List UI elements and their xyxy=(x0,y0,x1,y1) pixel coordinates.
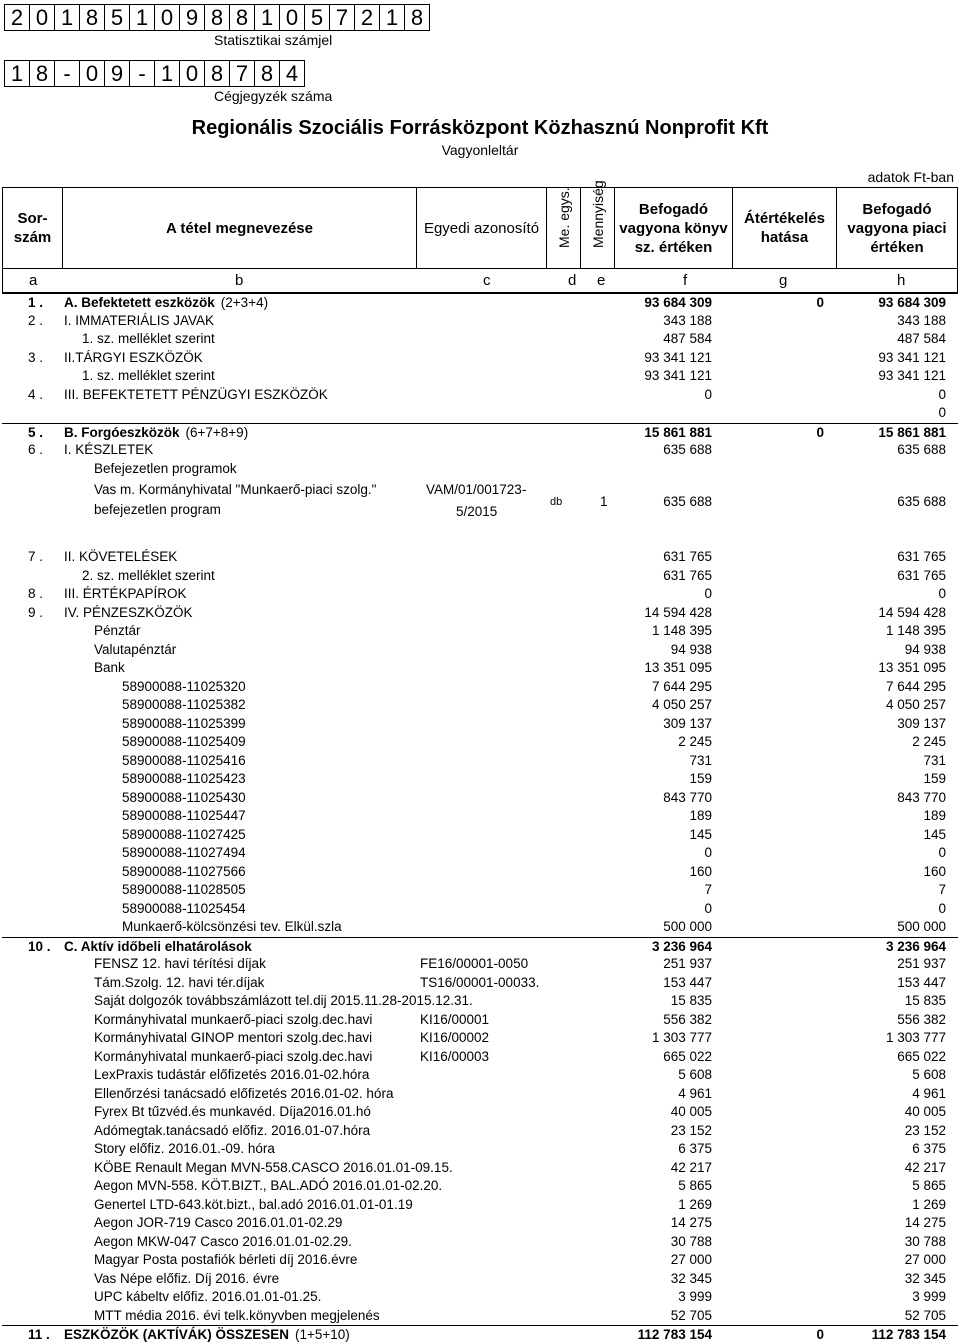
item-name: Story előfiz. 2016.01.-09. hóra xyxy=(94,1141,275,1156)
item-name: 58900088-11027425 xyxy=(122,826,246,842)
table-row xyxy=(2,1325,958,1344)
item-name: Kormányhivatal munkaerő-piaci szolg.dec.havi xyxy=(94,1011,373,1027)
item-name: A. Befektetett eszközök xyxy=(64,295,215,310)
item-name: 58900088-11025430 xyxy=(122,789,246,805)
table-row xyxy=(2,293,958,312)
book-value: 0 xyxy=(704,845,712,860)
header-quantity: Mennyiség xyxy=(581,188,615,268)
letter-h: h xyxy=(897,272,906,289)
item-formula: (2+3+4) xyxy=(220,295,269,310)
market-value: 843 770 xyxy=(897,789,946,805)
table-row xyxy=(2,330,958,349)
table-row xyxy=(2,585,958,604)
item-code-line2: 5/2015 xyxy=(456,504,498,519)
book-value: 145 xyxy=(689,826,712,842)
table-row xyxy=(2,604,958,623)
table-row xyxy=(2,1196,958,1215)
book-value: 487 584 xyxy=(663,331,712,346)
book-value: 309 137 xyxy=(663,715,712,731)
item-name-wrap xyxy=(64,295,268,310)
table-row xyxy=(2,1233,958,1252)
book-value: 500 000 xyxy=(663,919,712,934)
item-name: Aegon MVN-558. KÖT.BIZT., BAL.ADÓ 2016.01.01-02.20. xyxy=(94,1178,443,1193)
book-value: 112 783 154 xyxy=(637,1327,712,1342)
item-name: 58900088-11025447 xyxy=(122,808,246,823)
digit-box: 7 xyxy=(329,4,355,31)
item-name: 58900088-11025320 xyxy=(122,678,246,694)
letter-c: c xyxy=(483,272,491,289)
market-value: 13 351 095 xyxy=(878,660,946,675)
market-value: 0 xyxy=(938,386,946,402)
book-value: 7 xyxy=(704,882,712,897)
book-value: 189 xyxy=(689,808,712,823)
table-row xyxy=(2,1307,958,1326)
digit-box: 9 xyxy=(179,4,205,31)
book-value: 13 351 095 xyxy=(644,660,712,675)
item-name: Bank xyxy=(94,660,125,675)
item-name: Aegon MKW-047 Casco 2016.01.01-02.29. xyxy=(94,1233,352,1249)
market-value: 0 xyxy=(938,586,946,601)
table-row xyxy=(2,404,958,423)
item-name-line2: befejezetlen program xyxy=(94,502,221,517)
book-value: 160 xyxy=(689,863,712,879)
book-value: 4 961 xyxy=(678,1085,712,1101)
market-value: 500 000 xyxy=(897,919,946,934)
item-name: 58900088-11027566 xyxy=(122,863,246,879)
digit-box: 5 xyxy=(104,4,130,31)
table-row xyxy=(2,423,958,442)
table-row xyxy=(2,733,958,752)
digit-box: 8 xyxy=(254,60,280,87)
table-row xyxy=(2,937,958,956)
digit-box: 0 xyxy=(279,4,305,31)
letter-e: e xyxy=(597,272,606,289)
digit-box: 1 xyxy=(54,4,80,31)
header-item-name: A tétel megnevezése xyxy=(63,188,417,268)
item-name: 1. sz. melléklet szerint xyxy=(82,331,215,346)
book-value: 0 xyxy=(704,586,712,601)
revaluation-value: 0 xyxy=(816,424,824,440)
market-value: 5 608 xyxy=(912,1067,946,1082)
market-value: 631 765 xyxy=(897,549,946,564)
row-number: 3 . xyxy=(28,349,44,365)
item-name: Genertel LTD-643.köt.bizt., bal.adó 2016.01.01-01.19 xyxy=(94,1196,413,1212)
item-name: I. KÉSZLETEK xyxy=(64,442,154,457)
unit-note: adatok Ft-ban xyxy=(867,169,954,185)
item-name: UPC kábeltv előfiz. 2016.01.01-01.25. xyxy=(94,1289,322,1304)
item-name: 58900088-11025399 xyxy=(122,715,246,731)
table-row xyxy=(2,1288,958,1307)
item-code: KI16/00003 xyxy=(420,1048,490,1064)
table-row xyxy=(2,460,958,479)
table-row xyxy=(2,1270,958,1289)
market-value: 15 835 xyxy=(904,993,946,1008)
table-row xyxy=(2,567,958,586)
table-row xyxy=(2,548,958,567)
book-value: 3 236 964 xyxy=(651,938,712,954)
table-row xyxy=(2,1085,958,1104)
digit-box: 8 xyxy=(29,60,55,87)
market-value: 4 050 257 xyxy=(885,697,946,712)
book-value: 153 447 xyxy=(663,974,712,990)
registration-number-label: Cégjegyzék száma xyxy=(214,88,333,104)
table-row xyxy=(2,1011,958,1030)
market-value: 1 148 395 xyxy=(885,623,946,638)
table-row xyxy=(2,1048,958,1067)
book-value: 5 865 xyxy=(678,1178,712,1193)
item-name: Befejezetlen programok xyxy=(94,460,237,476)
digit-box: 7 xyxy=(229,60,255,87)
table-row xyxy=(2,955,958,974)
item-name: Vas m. Kormányhivatal "Munkaerő-piaci szolg." xyxy=(94,482,377,497)
row-number: 8 . xyxy=(28,586,44,601)
digit-box: 1 xyxy=(154,60,180,87)
row-number: 5 . xyxy=(28,424,44,440)
table-row xyxy=(2,807,958,826)
market-value: 0 xyxy=(938,405,946,420)
market-value: 3 999 xyxy=(912,1289,946,1304)
item-name: Ellenőrzési tanácsadó előfizetés 2016.01-02. hóra xyxy=(94,1085,394,1101)
item-name: Pénztár xyxy=(94,623,141,638)
table-row xyxy=(2,863,958,882)
item-name: 58900088-11025416 xyxy=(122,752,246,768)
market-value: 4 961 xyxy=(912,1085,946,1101)
book-value: 93 341 121 xyxy=(644,368,712,383)
table-row xyxy=(2,1103,958,1122)
table-row xyxy=(2,974,958,993)
market-value: 665 022 xyxy=(897,1048,946,1064)
row-number: 10 . xyxy=(28,938,51,954)
item-name: Vas Népe előfiz. Díj 2016. évre xyxy=(94,1270,280,1286)
book-value: 631 765 xyxy=(663,567,712,583)
book-value: 731 xyxy=(689,752,712,768)
item-name: 58900088-11025382 xyxy=(122,697,246,712)
item-name: 58900088-11025454 xyxy=(122,900,246,916)
book-value: 3 999 xyxy=(678,1289,712,1304)
digit-box: 0 xyxy=(179,60,205,87)
item-name: I. IMMATERIÁLIS JAVAK xyxy=(64,312,215,328)
item-name: IV. PÉNZESZKÖZÖK xyxy=(64,604,193,620)
table-row xyxy=(2,918,958,937)
item-code: KI16/00002 xyxy=(420,1030,490,1045)
digit-box: - xyxy=(54,60,80,87)
letter-a: a xyxy=(29,272,38,289)
market-value: 112 783 154 xyxy=(871,1327,946,1342)
statistical-number-boxes xyxy=(4,4,430,31)
table-row xyxy=(2,1251,958,1270)
market-value: 635 688 xyxy=(897,442,946,457)
table-row xyxy=(2,349,958,368)
item-code: VAM/01/001723- xyxy=(426,482,527,497)
book-value: 635 688 xyxy=(663,442,712,457)
item-name: 58900088-11028505 xyxy=(122,882,246,897)
row-number: 4 . xyxy=(28,386,44,402)
digit-box: 5 xyxy=(304,4,330,31)
market-value: 23 152 xyxy=(904,1122,946,1138)
header-unit: Me. egys. xyxy=(547,188,581,268)
table-row xyxy=(2,900,958,919)
item-name: 1. sz. melléklet szerint xyxy=(82,368,215,383)
row-number: 9 . xyxy=(28,604,44,620)
market-value: 343 188 xyxy=(897,312,946,328)
table-row xyxy=(2,881,958,900)
statistical-number-label: Statisztikai számjel xyxy=(214,32,333,48)
book-value: 2 245 xyxy=(678,734,712,749)
item-name: LexPraxis tudástár előfizetés 2016.01-02.hóra xyxy=(94,1067,370,1082)
item-name: Tám.Szolg. 12. havi tér.díjak xyxy=(94,974,265,990)
item-name: Fyrex Bt tűzvéd.és munkavéd. Díja2016.01.hó xyxy=(94,1104,371,1119)
market-value: 15 861 881 xyxy=(878,424,946,440)
item-name-wrap xyxy=(64,425,248,440)
digit-box: 9 xyxy=(104,60,130,87)
table-row xyxy=(2,826,958,845)
book-value: 15 835 xyxy=(670,993,712,1008)
book-value: 343 188 xyxy=(663,312,712,328)
item-formula: (6+7+8+9) xyxy=(185,424,249,440)
market-value: 0 xyxy=(938,900,946,916)
market-value: 1 269 xyxy=(912,1196,946,1212)
item-name: Saját dolgozók továbbszámlázott tel.dij 2015.11.28-2015.12.31. xyxy=(94,993,473,1008)
book-value: 40 005 xyxy=(670,1104,712,1119)
book-value: 0 xyxy=(704,386,712,402)
row-number: 6 . xyxy=(28,442,44,457)
book-value: 665 022 xyxy=(663,1048,712,1064)
letter-d: d xyxy=(568,272,577,289)
document-subtitle: Vagyonleltár xyxy=(441,142,519,158)
header-book-value: Befogadó vagyona könyv sz. értéken xyxy=(615,188,733,268)
item-name: Aegon JOR-719 Casco 2016.01.01-02.29 xyxy=(94,1215,343,1230)
book-value: 14 594 428 xyxy=(644,604,712,620)
market-value: 93 341 121 xyxy=(878,349,946,365)
organization-name: Regionális Szociális Forrásközpont Közhasznú Nonprofit Kft xyxy=(191,117,769,139)
table-row xyxy=(2,1122,958,1141)
book-value: 52 705 xyxy=(670,1307,712,1323)
market-value: 2 245 xyxy=(912,734,946,749)
book-value: 23 152 xyxy=(670,1122,712,1138)
market-value: 42 217 xyxy=(904,1159,946,1175)
table-row xyxy=(2,992,958,1011)
book-value: 556 382 xyxy=(663,1011,712,1027)
digit-box: - xyxy=(129,60,155,87)
table-row xyxy=(2,622,958,641)
market-value: 159 xyxy=(923,771,946,786)
column-letters xyxy=(2,269,958,293)
market-value: 0 xyxy=(938,845,946,860)
digit-box: 1 xyxy=(129,4,155,31)
item-name: MTT média 2016. évi telk.könyvben megjelenés xyxy=(94,1307,380,1323)
table-row xyxy=(2,441,958,460)
item-name: 58900088-11025423 xyxy=(122,771,246,786)
digit-box: 8 xyxy=(79,4,105,31)
table-row xyxy=(2,312,958,331)
market-value: 1 303 777 xyxy=(885,1030,946,1045)
table-row xyxy=(2,844,958,863)
digit-box: 0 xyxy=(79,60,105,87)
digit-box: 4 xyxy=(279,60,305,87)
table-row xyxy=(2,696,958,715)
table-row xyxy=(2,641,958,660)
book-value: 93 684 309 xyxy=(644,295,712,310)
book-value: 1 148 395 xyxy=(651,623,712,638)
item-name: Magyar Posta postafiók bérleti díj 2016.évre xyxy=(94,1252,358,1267)
item-name: Munkaerő-kölcsönzési tev. Elkül.szla xyxy=(122,919,342,934)
market-value: 145 xyxy=(923,826,946,842)
market-value: 94 938 xyxy=(904,641,946,657)
row-number: 11 . xyxy=(28,1327,50,1342)
book-value: 15 861 881 xyxy=(644,424,712,440)
market-value: 40 005 xyxy=(904,1104,946,1119)
book-value: 1 303 777 xyxy=(651,1030,712,1045)
item-name: II. KÖVETELÉSEK xyxy=(64,549,178,564)
book-value: 94 938 xyxy=(670,641,712,657)
item-name: Kormányhivatal munkaerő-piaci szolg.dec.havi xyxy=(94,1048,373,1064)
item-code: KI16/00001 xyxy=(420,1011,490,1027)
market-value: 5 865 xyxy=(912,1178,946,1193)
market-value: 14 275 xyxy=(904,1215,946,1230)
item-name: ESZKÖZÖK (AKTÍVÁK) ÖSSZESEN xyxy=(64,1327,290,1342)
registration-number-boxes xyxy=(4,60,305,87)
market-value: 153 447 xyxy=(897,974,946,990)
header-unique-id: Egyedi azonosító xyxy=(417,188,547,268)
book-value: 5 608 xyxy=(678,1067,712,1082)
item-name: III. BEFEKTETETT PÉNZÜGYI ESZKÖZÖK xyxy=(64,386,328,402)
digit-box: 8 xyxy=(204,4,230,31)
header-revaluation: Átértékelés hatása xyxy=(733,188,837,268)
letter-b: b xyxy=(235,272,244,289)
market-value: 14 594 428 xyxy=(878,604,946,620)
item-name: Adómegtak.tanácsadó előfiz. 2016.01-07.hóra xyxy=(94,1122,371,1138)
market-value: 7 644 295 xyxy=(885,678,946,694)
table-row xyxy=(2,659,958,678)
item-unit: db xyxy=(550,496,563,508)
item-quantity: 1 xyxy=(600,494,608,509)
row-number: 1 . xyxy=(28,295,44,310)
book-value: 6 375 xyxy=(678,1141,712,1156)
book-value: 4 050 257 xyxy=(651,697,712,712)
market-value: 93 684 309 xyxy=(878,295,946,310)
digit-box: 8 xyxy=(229,4,255,31)
digit-box: 1 xyxy=(379,4,405,31)
digit-box: 1 xyxy=(254,4,280,31)
table-header xyxy=(2,180,958,269)
book-value: 93 341 121 xyxy=(644,349,712,365)
item-formula: (1+5+10) xyxy=(295,1327,350,1342)
table-row xyxy=(2,770,958,789)
book-value: 159 xyxy=(689,771,712,786)
book-value: 7 644 295 xyxy=(651,678,712,694)
book-value: 42 217 xyxy=(670,1159,712,1175)
header-sorszam: Sor- szám xyxy=(3,188,63,268)
table-row xyxy=(2,1029,958,1048)
letter-g: g xyxy=(779,272,788,289)
market-value: 32 345 xyxy=(904,1270,946,1286)
market-value: 556 382 xyxy=(897,1011,946,1027)
table-row xyxy=(2,478,958,530)
book-value: 635 688 xyxy=(663,494,712,509)
item-name: 58900088-11027494 xyxy=(122,845,246,860)
item-name: Valutapénztár xyxy=(94,641,177,657)
market-value: 251 937 xyxy=(897,956,946,971)
table-row xyxy=(2,367,958,386)
digit-box: 2 xyxy=(4,4,30,31)
book-value: 27 000 xyxy=(670,1252,712,1267)
book-value: 631 765 xyxy=(663,549,712,564)
item-name: II.TÁRGYI ESZKÖZÖK xyxy=(64,349,203,365)
item-name: 58900088-11025409 xyxy=(122,734,246,749)
table-row xyxy=(2,1140,958,1159)
header-market-value: Befogadó vagyona piaci értéken xyxy=(847,200,947,256)
row-number: 2 . xyxy=(28,312,44,328)
book-value: 14 275 xyxy=(670,1215,712,1230)
revaluation-value: 0 xyxy=(816,1327,824,1342)
market-value: 27 000 xyxy=(904,1252,946,1267)
market-value: 3 236 964 xyxy=(885,938,946,954)
market-value: 30 788 xyxy=(904,1233,946,1249)
table-row xyxy=(2,752,958,771)
table-row xyxy=(2,1159,958,1178)
book-value: 32 345 xyxy=(670,1270,712,1286)
book-value: 30 788 xyxy=(670,1233,712,1249)
market-value: 93 341 121 xyxy=(878,368,946,383)
item-name: B. Forgóeszközök xyxy=(64,424,180,440)
book-value: 251 937 xyxy=(663,956,712,971)
digit-box: 1 xyxy=(4,60,30,87)
digit-box: 8 xyxy=(204,60,230,87)
letter-f: f xyxy=(683,272,688,289)
market-value: 731 xyxy=(923,752,946,768)
book-value: 1 269 xyxy=(678,1196,712,1212)
table-row xyxy=(2,789,958,808)
revaluation-value: 0 xyxy=(816,295,824,310)
market-value: 189 xyxy=(923,808,946,823)
row-number: 7 . xyxy=(28,549,44,564)
book-value: 843 770 xyxy=(663,789,712,805)
table-row xyxy=(2,386,958,405)
item-name: III. ÉRTÉKPAPÍROK xyxy=(64,586,187,601)
item-name: KÖBE Renault Megan MVN-558.CASCO 2016.01.01-09.15. xyxy=(94,1159,453,1175)
table-row xyxy=(2,678,958,697)
market-value: 160 xyxy=(923,863,946,879)
item-name: C. Aktív időbeli elhatárolások xyxy=(64,938,252,954)
digit-box: 0 xyxy=(29,4,55,31)
book-value: 0 xyxy=(704,900,712,916)
table-row xyxy=(2,530,958,548)
digit-box: 8 xyxy=(404,4,430,31)
item-code: FE16/00001-0050 xyxy=(420,956,529,971)
table-row xyxy=(2,1214,958,1233)
table-row xyxy=(2,1066,958,1085)
item-name-wrap xyxy=(64,1327,350,1342)
market-value: 635 688 xyxy=(897,494,946,509)
market-value: 309 137 xyxy=(897,715,946,731)
table-row xyxy=(2,1177,958,1196)
market-value: 487 584 xyxy=(897,331,946,346)
digit-box: 2 xyxy=(354,4,380,31)
item-name: Kormányhivatal GINOP mentori szolg.dec.havi xyxy=(94,1030,373,1045)
market-value: 7 xyxy=(938,882,946,897)
item-name: FENSZ 12. havi térítési díjak xyxy=(94,956,266,971)
inventory-table xyxy=(2,293,958,1344)
market-value: 6 375 xyxy=(912,1141,946,1156)
item-code: TS16/00001-00033. xyxy=(420,974,540,990)
item-name: 2. sz. melléklet szerint xyxy=(82,567,215,583)
table-row xyxy=(2,715,958,734)
digit-box: 0 xyxy=(154,4,180,31)
market-value: 631 765 xyxy=(897,567,946,583)
market-value: 52 705 xyxy=(904,1307,946,1323)
